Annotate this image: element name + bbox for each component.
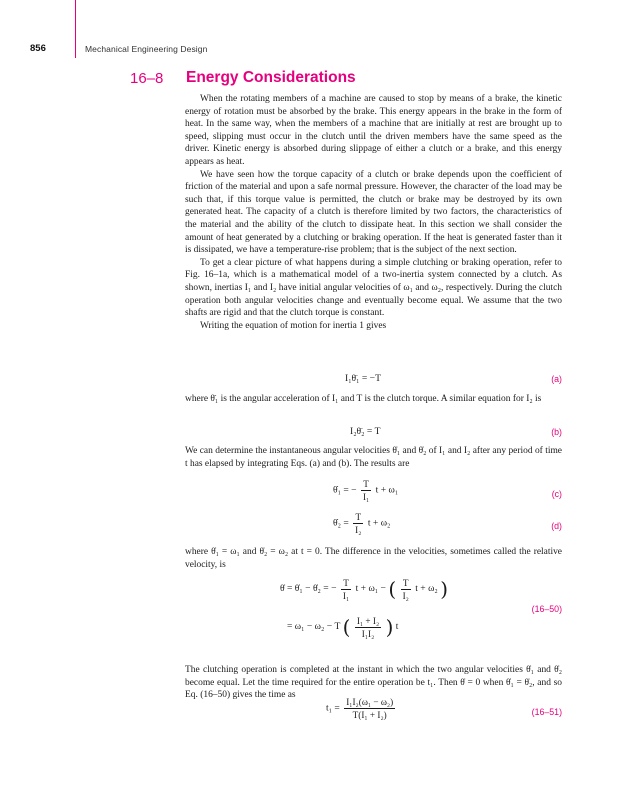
fraction-denominator: I₁I₂ — [361, 628, 375, 639]
equation-16-50-line1 — [280, 577, 448, 601]
header-rule — [75, 0, 76, 58]
fraction-denominator: I₂ — [355, 525, 362, 535]
equation-tag-a: (a) — [551, 374, 562, 384]
fraction-numerator: I₁I₂(ω₁ − ω₂) — [346, 697, 394, 707]
equation-d — [333, 512, 390, 535]
section-number: 16–8 — [130, 70, 164, 87]
equation-lhs: θ̇ = θ̇₁ − θ̇₂ = − — [280, 583, 337, 595]
fraction — [355, 616, 381, 639]
equation-16-50-line2 — [287, 615, 398, 639]
equation-inner: t + ω₂ — [415, 583, 438, 595]
equation-a: I₁θ̈₁ = −T — [345, 373, 381, 384]
paragraph: We have seen how the torque capacity of a clutch or brake depends upon the coefficient of friction of the material and upon a safe normal pressure. However, the character of the load may be such that, if this torque value is permitted, the clutch or brake may be destroyed by its own generated heat. The capacity of a clutch is therefore limited by two factors, the characteristics of the material and the ability of the clutch to dissipate heat. In this section we shall consider the amount of heat generated by a clutching or braking operation. If the heat is generated faster than it is dissipated, we have a temperature-rise problem; that is the subject of the next section. — [185, 169, 562, 256]
fraction-numerator: T — [361, 479, 371, 491]
equation-rhs: t — [395, 621, 399, 633]
body-block-2 — [185, 393, 562, 406]
fraction — [344, 697, 395, 720]
equation-b: I₂θ̈₂ = T — [350, 426, 381, 437]
equation-c — [333, 479, 398, 502]
equation-tag-d: (d) — [551, 521, 562, 531]
fraction-numerator: T — [341, 578, 351, 590]
fraction-numerator: I₁ + I₂ — [356, 615, 380, 626]
paragraph: where θ̈₁ is the angular acceleration of I₁ and T is the clutch torque. A similar equation for I₂ is — [185, 394, 542, 404]
paragraph: Writing the equation of motion for inertia 1 gives — [200, 320, 387, 331]
paragraph: where θ̇₁ = ω₁ and θ̇₂ = ω₂ at t = 0. The difference in the velocities, sometimes called the relative velocity, is — [185, 547, 562, 570]
close-paren: ) — [440, 577, 448, 601]
equation-middle: t + ω₁ − — [355, 583, 386, 595]
equation-tag-c: (c) — [551, 489, 562, 499]
fraction-numerator: T — [401, 578, 411, 590]
fraction-denominator: I₁ — [362, 492, 370, 502]
page-number: 856 — [30, 43, 46, 54]
equation-lhs: θ̇₁ = − — [333, 484, 357, 496]
equation-tag-16-51: (16–51) — [531, 707, 562, 717]
equation-16-51 — [326, 697, 397, 720]
body-block-3 — [185, 445, 562, 470]
paragraph: To get a clear picture of what happens during a simple clutching or braking operation, refer to Fig. 16–1a, which is a mathematical model of a two-inertia system connected by a clutch. As shown, inertias I₁ and I₂ have initial angular velocities of ω₁ and ω₂, respectively. During the clutch operation both angular velocities change and eventually become equal. We assume that the two shafts are rigid and that the clutch torque is constant. — [185, 257, 562, 319]
open-paren: ( — [388, 577, 397, 601]
close-paren: ) — [385, 615, 394, 639]
equation-lhs: θ̇₂ = — [333, 517, 349, 529]
fraction-denominator: I₂ — [402, 590, 409, 601]
equation-tag-b: (b) — [551, 427, 562, 437]
equation-lhs: = ω₁ − ω₂ − T — [287, 621, 341, 633]
body-block-4 — [185, 546, 562, 571]
paragraph: The clutching operation is completed at the instant in which the two angular velocities θ̇₁ and θ̇₂ become equal. Let the time required for the entire operation be t₁. Then θ̇ = 0 when θ̇₁ = θ̇₂, and so Eq. (16–50) gives the time as — [185, 665, 562, 701]
equation-tag-16-50: (16–50) — [531, 604, 562, 614]
fraction — [341, 578, 351, 601]
paragraph: When the rotating members of a machine are caused to stop by means of a brake, the kinetic energy of rotation must be absorbed by the brake. This energy appears in the brake in the form of heat. In the same way, when the members of a machine that are initially at rest are brought up to speed, slipping must occur in the clutch until the driven members have the same speed as the driver. Kinetic energy is absorbed during slippage of either a clutch or a brake, and this energy appears as heat. — [185, 94, 562, 167]
fraction — [353, 512, 363, 535]
fraction-numerator: T — [353, 512, 363, 524]
body-block-1 — [185, 93, 562, 332]
paragraph: We can determine the instantaneous angular velocities θ̇₁ and θ̇₂ of I₁ and I₂ after any period of time t has elapsed by integrating Eqs. (a) and (b). The results are — [185, 446, 562, 469]
open-paren: ( — [342, 615, 351, 639]
section-title: Energy Considerations — [186, 69, 356, 86]
equation-rhs: t + ω₁ — [375, 484, 399, 496]
fraction — [401, 578, 411, 601]
running-head: Mechanical Engineering Design — [85, 44, 208, 54]
fraction — [361, 479, 371, 502]
equation-lhs: t₁ = — [326, 702, 340, 714]
fraction-denominator: T(I₁ + I₂) — [352, 710, 387, 720]
equation-rhs: t + ω₂ — [367, 517, 391, 529]
fraction-denominator: I₁ — [342, 590, 350, 601]
